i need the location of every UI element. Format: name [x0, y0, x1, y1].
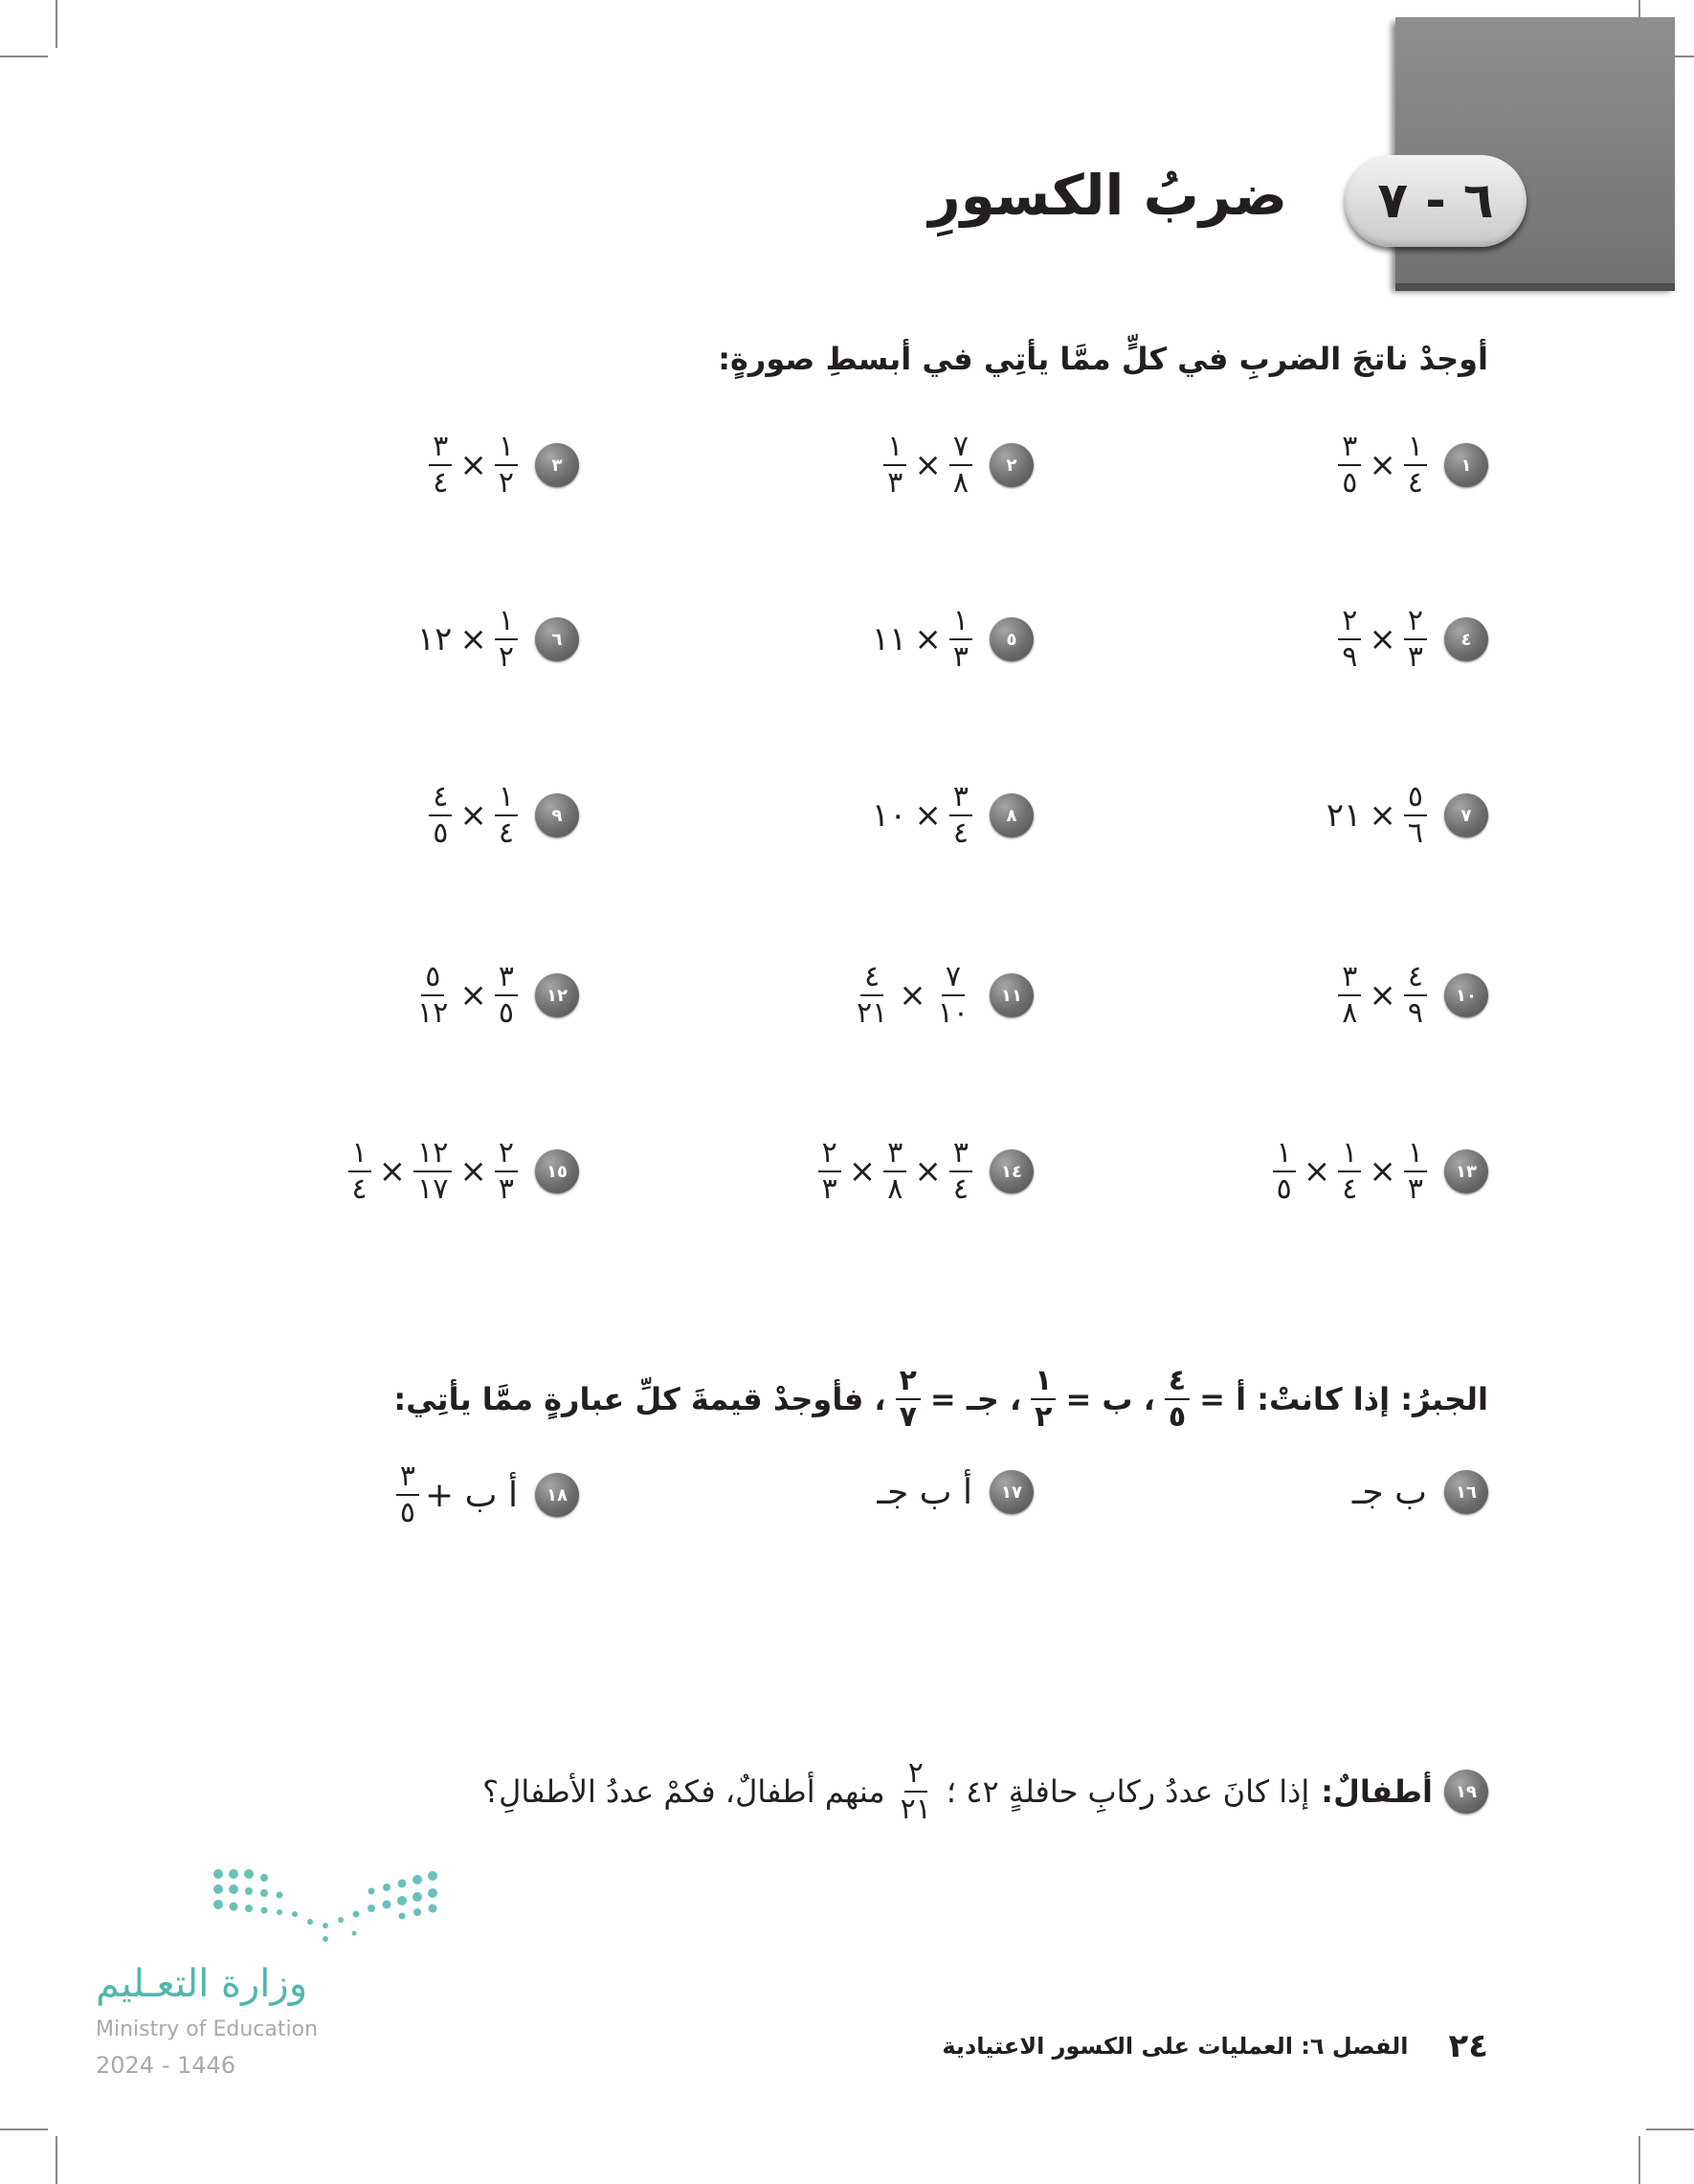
- algebra-expression-text: أ ب +: [425, 1475, 518, 1515]
- algebra-instruction: [393, 1364, 1488, 1434]
- exercise-6: [416, 604, 579, 674]
- exercise-number-badge: ١٦: [1444, 1470, 1488, 1514]
- algebra-expression: ب جـ: [1351, 1472, 1427, 1512]
- exercise-number-badge: ١٧: [990, 1470, 1034, 1514]
- exercise-number-badge: ١١: [990, 973, 1034, 1017]
- ministry-name-english: Ministry of Education: [96, 2017, 319, 2041]
- algebra-suffix: ، فأوجدْ قيمةَ كلِّ عبارةٍ ممَّا يأتِي:: [393, 1381, 886, 1417]
- instruction-text: أوجدْ ناتجَ الضربِ في كلٍّ ممَّا يأتِي في أبسطِ صورةٍ:: [718, 341, 1488, 377]
- times-sign: ×: [378, 1152, 407, 1191]
- fraction: ٤ ٢١: [857, 960, 888, 1030]
- exercise-expression: [429, 430, 518, 500]
- exercise-number-badge: ١٢: [535, 973, 579, 1017]
- crop-mark: [1646, 2128, 1694, 2130]
- fraction: ١ ٤: [348, 1139, 371, 1204]
- ministry-year: 2024 - 1446: [96, 2052, 236, 2079]
- fraction: ٥ ١٢: [417, 960, 449, 1030]
- fraction: ٣ ٥: [1338, 433, 1361, 498]
- exercise-expression: [348, 1136, 518, 1206]
- crop-mark: [56, 2136, 57, 2184]
- times-sign: ×: [459, 446, 487, 484]
- times-sign: ×: [459, 620, 487, 658]
- exercise-number-badge: ٧: [1444, 793, 1488, 837]
- times-sign: ×: [914, 446, 942, 484]
- exercise-number-badge: ٩: [535, 793, 579, 837]
- exercise-1: [1338, 430, 1488, 500]
- times-sign: ×: [1369, 620, 1396, 658]
- times-sign: ×: [914, 620, 942, 658]
- times-sign: ×: [914, 1152, 942, 1191]
- algebra-expression: أ ب جـ: [877, 1472, 972, 1512]
- lesson-number-badge: [1345, 155, 1527, 247]
- page-footer: [942, 2027, 1488, 2065]
- exercise-expression: [1338, 604, 1427, 674]
- fraction: ٢ ٣: [818, 1139, 841, 1204]
- algebra-expression: [396, 1462, 518, 1527]
- exercise-11: [853, 960, 1034, 1030]
- times-sign: ×: [1369, 446, 1396, 484]
- exercise-number-badge: ٨: [990, 793, 1034, 837]
- crop-mark: [1638, 2136, 1640, 2184]
- exercise-number-badge: ٥: [990, 617, 1034, 661]
- fraction: ١ ٣: [883, 433, 906, 498]
- fraction: ١ ٥: [1273, 1139, 1296, 1204]
- exercise-number-badge: ٢: [990, 443, 1034, 487]
- fraction: ٢ ٩: [1338, 607, 1361, 672]
- lesson-number: ٦ - ٧: [1377, 172, 1494, 230]
- times-sign: ×: [459, 796, 487, 835]
- exercise-expression: [1273, 1136, 1427, 1206]
- exercise-expression: [871, 604, 972, 674]
- fraction: ٧ ١٠: [937, 960, 969, 1030]
- fraction: ١ ٤: [1404, 433, 1427, 498]
- fraction: ٣ ٤: [429, 433, 452, 498]
- times-sign: ×: [914, 796, 942, 835]
- fraction: ١ ٤: [495, 783, 518, 848]
- times-sign: ×: [848, 1152, 877, 1191]
- exercise-expression: [883, 430, 972, 500]
- exercise-15: [348, 1136, 579, 1206]
- ministry-logo-icon: [211, 1866, 450, 1943]
- algebra-c-label: ، جـ =: [929, 1381, 1022, 1417]
- whole-number: ٢١: [1326, 796, 1362, 835]
- exercise-expression: [853, 960, 972, 1030]
- exercise-7: [1326, 780, 1488, 850]
- fraction: ٢ ٢١: [900, 1756, 931, 1826]
- fraction: ٤ ٩: [1404, 963, 1427, 1028]
- word-problem-label: أطفالٌ:: [1321, 1773, 1433, 1810]
- times-sign: ×: [1369, 796, 1396, 835]
- exercise-3: [429, 430, 579, 500]
- exercise-number-badge: ١٠: [1444, 973, 1488, 1017]
- exercise-number-badge: ١٨: [535, 1473, 579, 1517]
- times-sign: ×: [1369, 1152, 1396, 1191]
- exercise-expression: [1326, 780, 1427, 850]
- word-problem-text-after: منهم أطفالٌ، فكمْ عددُ الأطفالِ؟: [482, 1773, 885, 1810]
- fraction-a: ٤ ٥: [1165, 1367, 1190, 1432]
- fraction: ١ ٣: [1404, 1139, 1427, 1204]
- fraction: ١٢ ١٧: [413, 1139, 452, 1204]
- lesson-title: ضربُ الكسورِ: [928, 163, 1287, 228]
- exercise-expression: [413, 960, 518, 1030]
- fraction: ٣ ٥: [396, 1462, 419, 1527]
- exercise-number-badge: ١٤: [990, 1149, 1034, 1193]
- fraction: ١ ٢: [495, 433, 518, 498]
- fraction: ٣ ٨: [1338, 963, 1361, 1028]
- exercise-number-badge: ١٥: [535, 1149, 579, 1193]
- times-sign: ×: [459, 1152, 487, 1191]
- fraction-b: ١ ٢: [1031, 1367, 1056, 1432]
- exercise-number-badge: ٤: [1444, 617, 1488, 661]
- exercise-expression: [1338, 960, 1427, 1030]
- exercise-expression: [416, 604, 518, 674]
- exercise-14: [818, 1136, 1034, 1206]
- exercise-9: [429, 780, 579, 850]
- exercise-expression: [429, 780, 518, 850]
- exercise-number-badge: ٣: [535, 443, 579, 487]
- fraction: ٥ ٦: [1404, 783, 1427, 848]
- times-sign: ×: [899, 976, 926, 1014]
- fraction: ٣ ٨: [883, 1139, 906, 1204]
- fraction: ١ ٢: [495, 607, 518, 672]
- fraction: ٣ ٤: [949, 783, 972, 848]
- whole-number: ١٠: [871, 796, 907, 835]
- exercise-number-badge: ١٣: [1444, 1149, 1488, 1193]
- exercise-number-badge: ١٩: [1444, 1770, 1488, 1814]
- exercise-2: [883, 430, 1034, 500]
- exercise-4: [1338, 604, 1488, 674]
- chapter-title: الفصل ٦: العمليات على الكسور الاعتيادية: [942, 2033, 1409, 2060]
- crop-mark: [56, 0, 57, 48]
- exercise-18: [396, 1462, 579, 1527]
- header-grey-strip: [1395, 283, 1675, 291]
- exercise-10: [1338, 960, 1488, 1030]
- whole-number: ١٢: [416, 620, 453, 658]
- fraction: ٣ ٤: [949, 1139, 972, 1204]
- exercise-17: [877, 1470, 1034, 1514]
- fraction: ٤ ٥: [429, 783, 452, 848]
- fraction-c: ٢ ٧: [896, 1367, 921, 1432]
- page-number: ٢٤: [1448, 2027, 1488, 2065]
- exercise-expression: [871, 780, 972, 850]
- fraction: ٢ ٣: [1404, 607, 1427, 672]
- word-problem: [482, 1756, 1488, 1826]
- crop-mark: [0, 56, 48, 57]
- fraction: ٧ ٨: [949, 433, 972, 498]
- fraction: ٢ ٣: [495, 1139, 518, 1204]
- algebra-b-label: ، ب =: [1065, 1381, 1155, 1417]
- times-sign: ×: [459, 976, 487, 1014]
- exercise-13: [1273, 1136, 1488, 1206]
- exercise-expression: [1338, 430, 1427, 500]
- fraction: ١ ٤: [1338, 1139, 1361, 1204]
- crop-mark: [0, 2128, 48, 2130]
- exercise-expression: [818, 1136, 972, 1206]
- algebra-prefix: الجبرُ: إذا كانتْ: أ =: [1199, 1381, 1488, 1417]
- ministry-name-arabic: وزارة التعـليم: [96, 1962, 308, 2006]
- whole-number: ١١: [871, 620, 907, 658]
- times-sign: ×: [1369, 976, 1396, 1014]
- exercise-8: [871, 780, 1034, 850]
- times-sign: ×: [1303, 1152, 1331, 1191]
- exercise-5: [871, 604, 1034, 674]
- word-problem-text-before: إذا كانَ عددُ ركابِ حافلةٍ ٤٢ ؛: [946, 1773, 1310, 1810]
- fraction: ٣ ٥: [495, 963, 518, 1028]
- exercise-16: [1352, 1470, 1488, 1514]
- fraction: ١ ٣: [949, 607, 972, 672]
- exercise-number-badge: ١: [1444, 443, 1488, 487]
- exercise-12: [413, 960, 579, 1030]
- exercise-number-badge: ٦: [535, 617, 579, 661]
